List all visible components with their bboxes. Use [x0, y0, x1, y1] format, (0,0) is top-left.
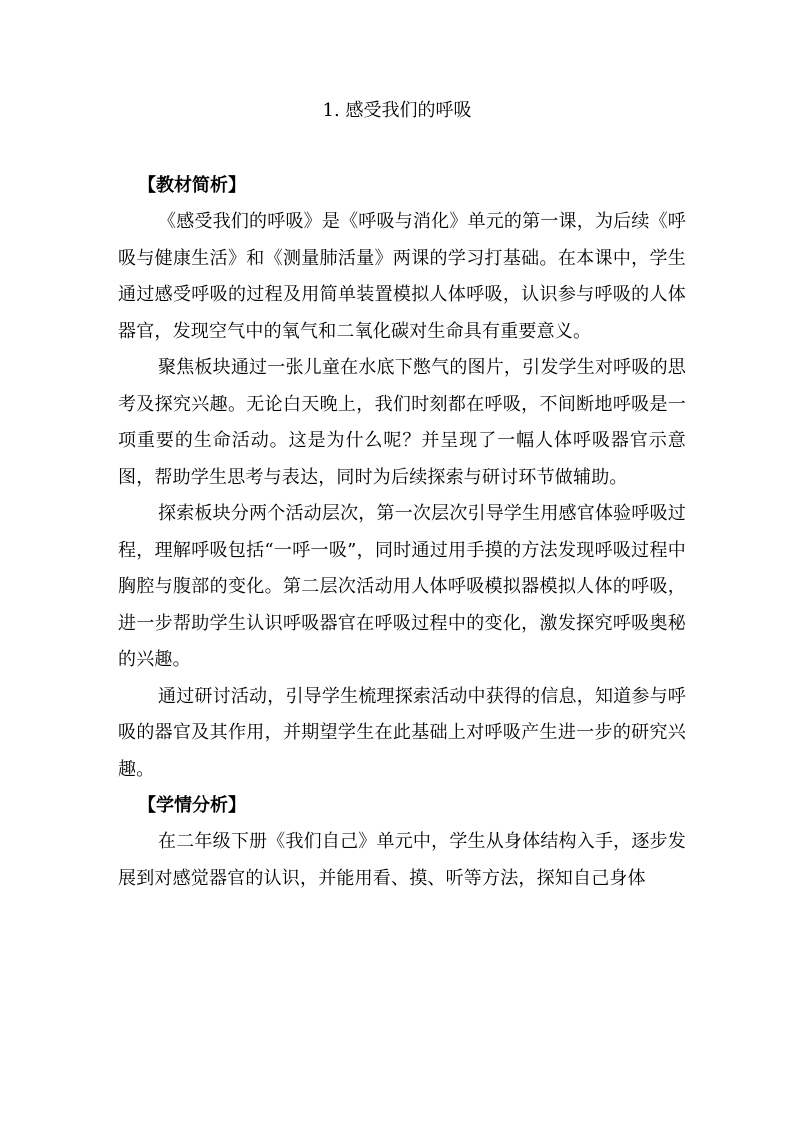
page-title: 1. 感受我们的呼吸 — [322, 100, 472, 121]
paragraph: 在二年级下册《我们自己》单元中，学生从身体结构入手，逐步发展到对感觉器官的认识，并能用看、摸、听等方法，探知自己身体 — [118, 831, 686, 889]
paragraph: 聚焦板块通过一张儿童在水底下憋气的图片，引发学生对呼吸的思考及探究兴趣。无论白天晚上，我们时刻都在呼吸，不间断地呼吸是一项重要的生命活动。这是为什么呢？并呈现了一幅人体呼吸器官示意图，帮助学生思考与表达，同时为后续探索与研讨环节做辅助。 — [118, 357, 686, 488]
paragraph: 《感受我们的呼吸》是《呼吸与消化》单元的第一课，为后续《呼吸与健康生活》和《测量肺活量》两课的学习打基础。在本课中，学生通过感受呼吸的过程及用简单装置模拟人体呼吸，认识参与呼吸的人体器官，发现空气中的氧气和二氧化碳对生命具有重要意义。 — [118, 211, 686, 342]
section-heading-textbook-analysis: 【教材简析】 — [138, 175, 246, 196]
paragraph: 通过研讨活动，引导学生梳理探索活动中获得的信息，知道参与呼吸的器官及其作用，并期望学生在此基础上对呼吸产生进一步的研究兴趣。 — [118, 685, 686, 780]
paragraph: 探索板块分两个活动层次，第一次层次引导学生用感官体验呼吸过程，理解呼吸包括“一呼一吸”，同时通过用手摸的方法发现呼吸过程中胸腔与腹部的变化。第二层次活动用人体呼吸模拟器模拟人体的呼吸，进一步帮助学生认识呼吸器官在呼吸过程中的变化，激发探究呼吸奥秘的兴趣。 — [118, 503, 686, 670]
document-body — [118, 168, 686, 897]
section-heading-student-analysis: 【学情分析】 — [138, 795, 246, 816]
